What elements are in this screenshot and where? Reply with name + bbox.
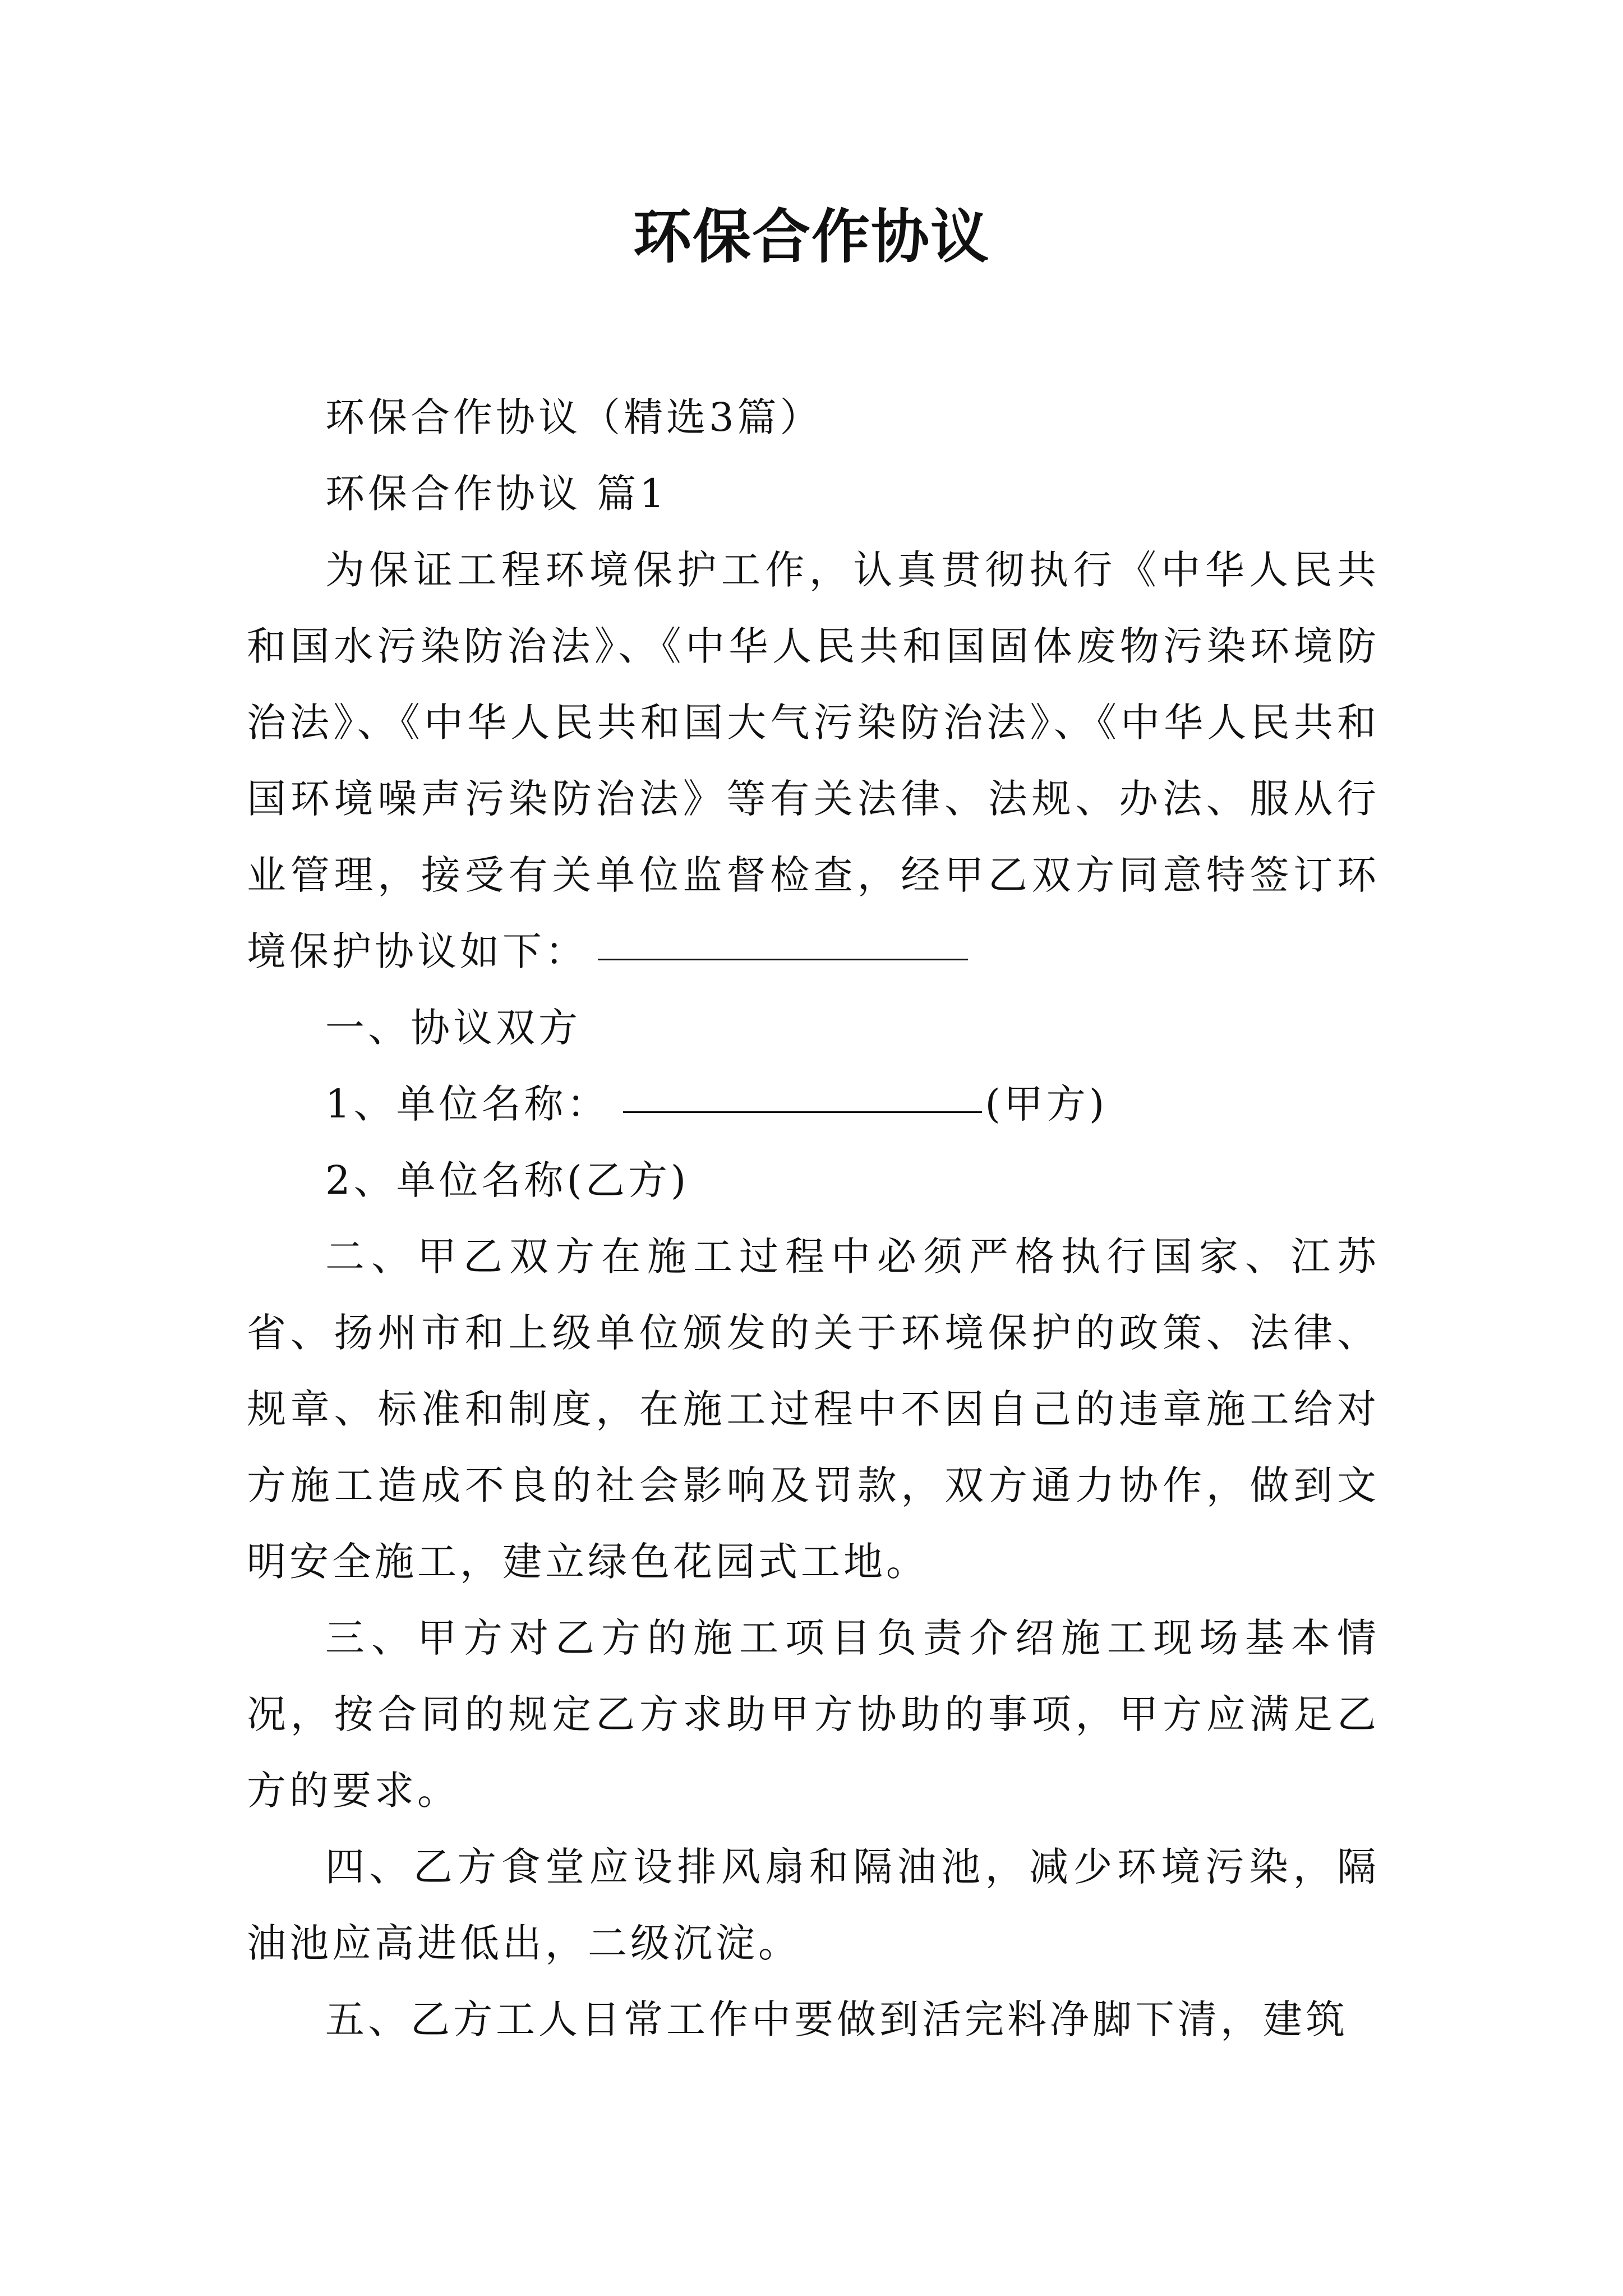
party-a-label: 1、单位名称： — [325, 1081, 610, 1127]
clause-1-heading: 一、协议双方 — [325, 1005, 581, 1051]
intro-text: 为保证工程环境保护工作，认真贯彻执行《中华人民共和国水污染防治法》、《中华人民共和国固体废物污染环境防治法》、《中华人民共和国大气污染防治法》、《中华人民共和国环境噪声污染防治法》等有关法律、法规、办法、服从行业管理，接受有关单位监督检查，经甲乙双方同意特签订环境保护协议如下： — [247, 547, 1380, 974]
intro-paragraph — [247, 532, 1380, 990]
party-a-suffix: (甲方) — [985, 1081, 1108, 1127]
document-body — [247, 379, 1380, 2058]
clause-5-paragraph: 五、乙方工人日常工作中要做到活完料净脚下清，建筑 — [325, 1996, 1348, 2042]
clause-3-paragraph: 三、甲方对乙方的施工项目负责介绍施工现场基本情况，按合同的规定乙方求助甲方协助的事项，甲方应满足乙方的要求。 — [247, 1615, 1380, 1814]
section-heading: 环保合作协议 篇1 — [325, 471, 668, 517]
party-b-line: 2、单位名称(乙方) — [325, 1157, 690, 1203]
party-a-blank-line — [623, 1078, 982, 1113]
party-a-line — [247, 1066, 1380, 1142]
clause-4-paragraph: 四、乙方食堂应设排风扇和隔油池，减少环境污染，隔油池应高进低出，二级沉淀。 — [247, 1844, 1380, 1966]
document-title: 环保合作协议 — [633, 203, 990, 271]
clause-2-paragraph: 二、甲乙双方在施工过程中必须严格执行国家、江苏省、扬州市和上级单位颁发的关于环境保护的政策、法律、规章、标准和制度，在施工过程中不因自己的违章施工给对方施工造成不良的社会影响及罚款，双方通力协作，做到文明安全施工，建立绿色花园式工地。 — [247, 1234, 1380, 1585]
document-subtitle: 环保合作协议（精选3篇） — [325, 394, 823, 440]
intro-blank-line — [598, 925, 968, 960]
